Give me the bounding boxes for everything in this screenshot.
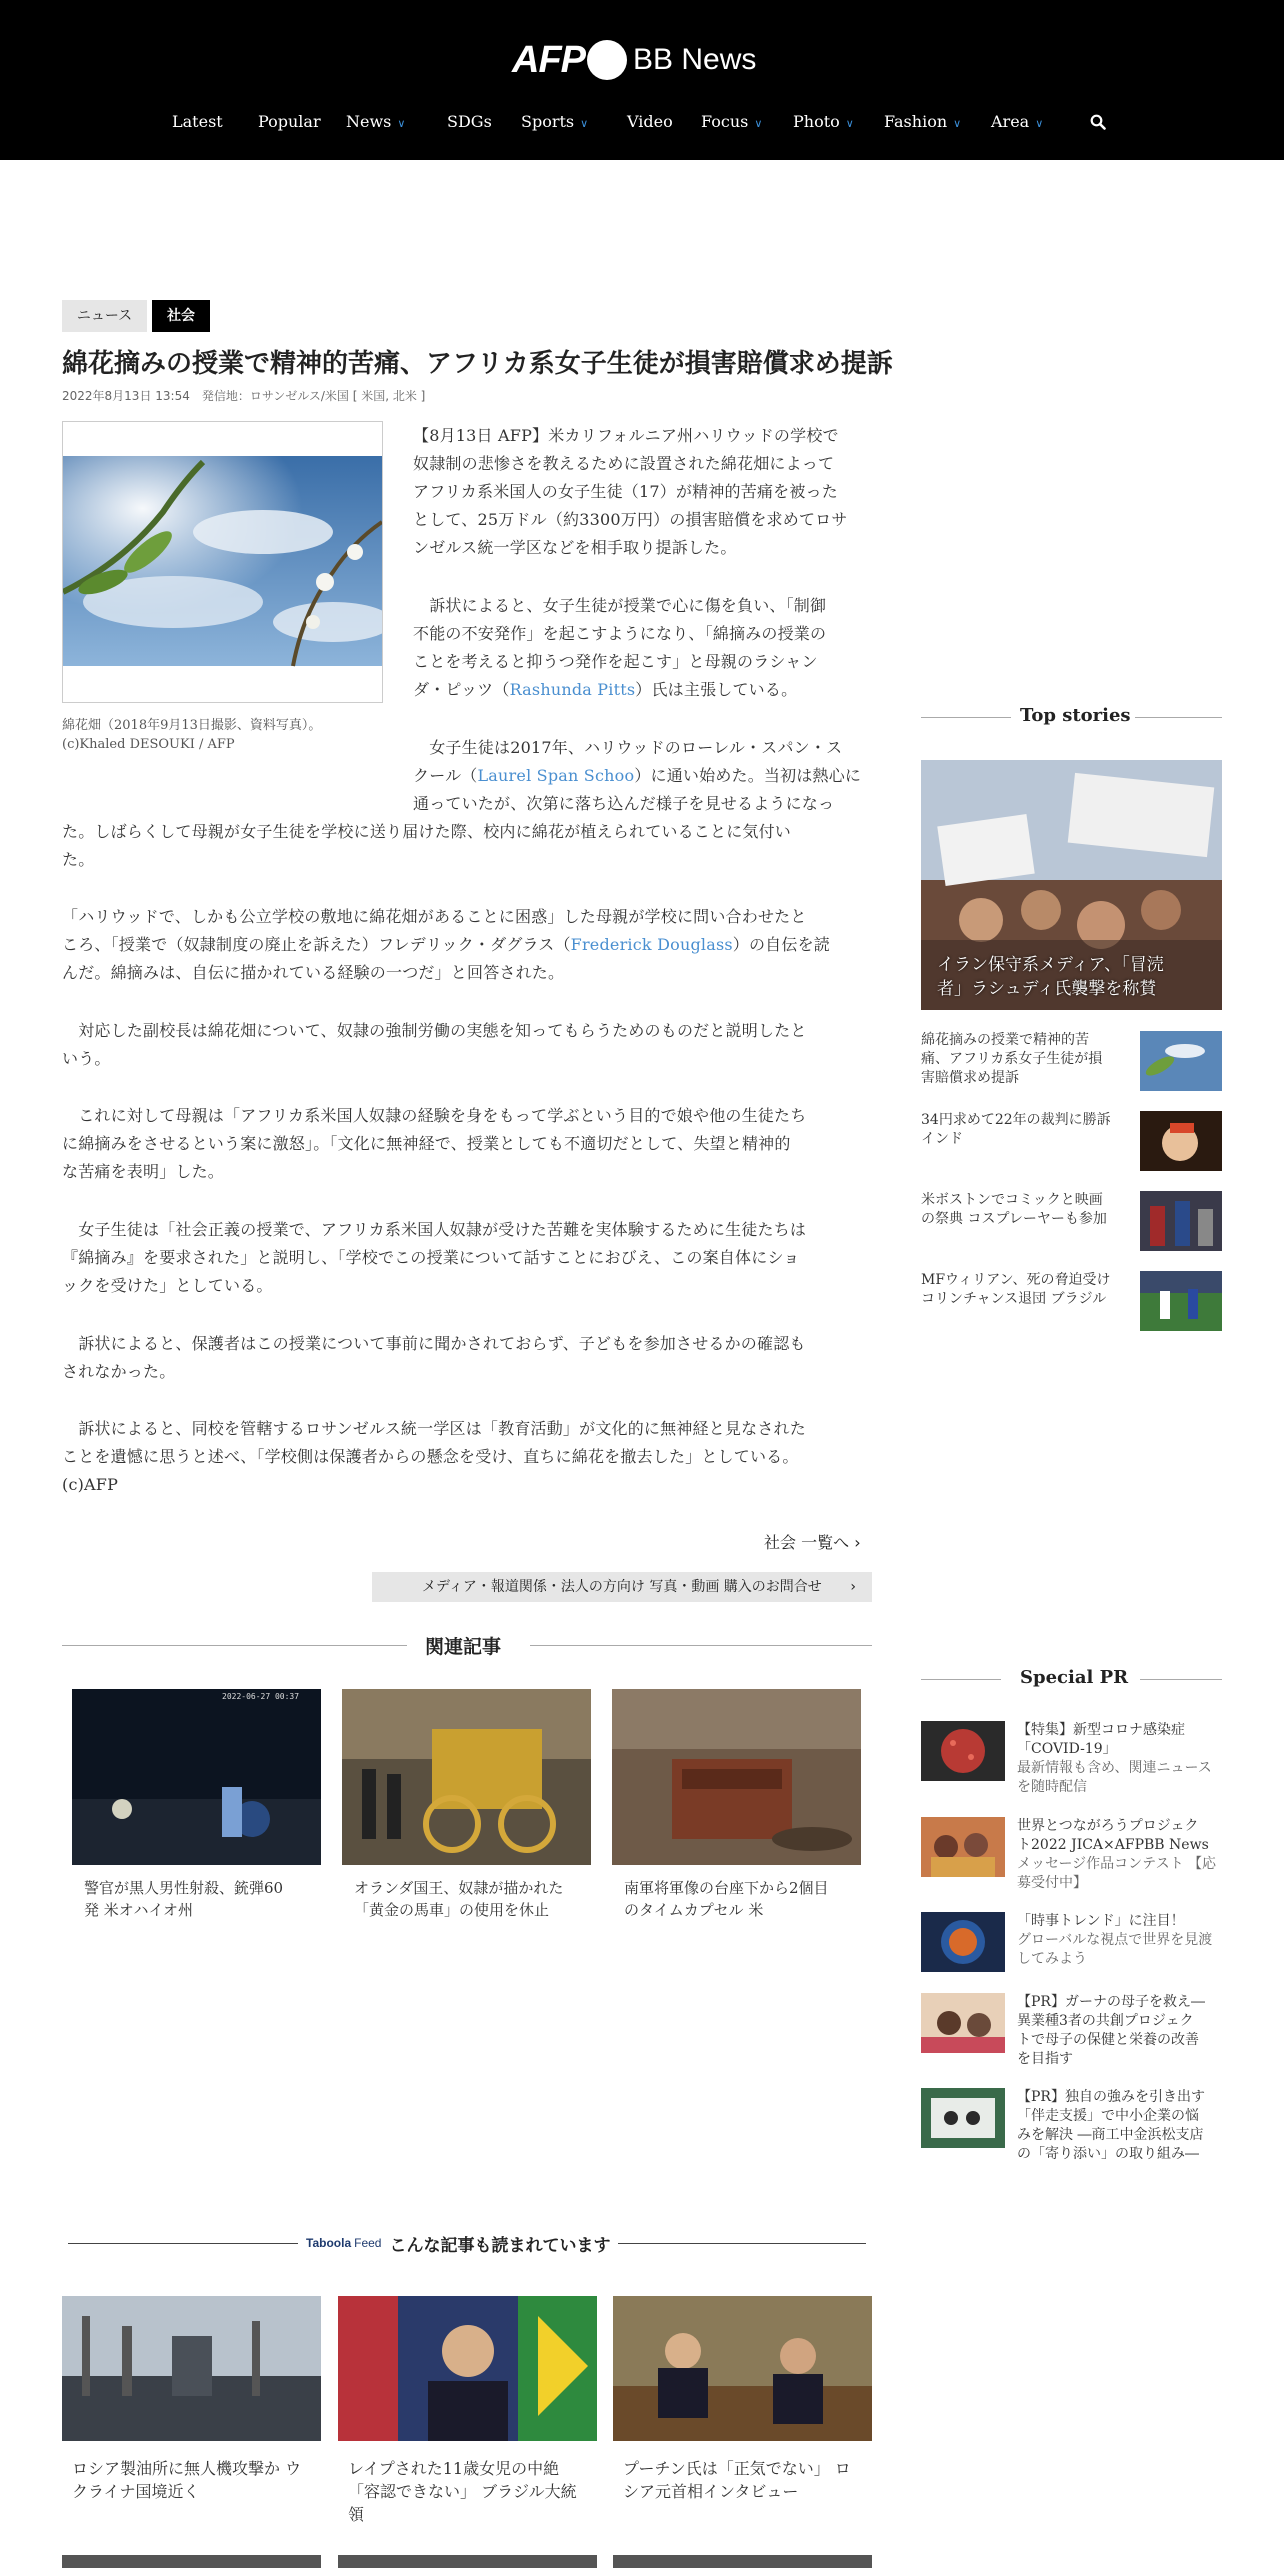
title-line: みを解決 ―商工中金浜松支店 [1017,2127,1204,2143]
pr-item-text [1017,1993,1222,2069]
top-story-item[interactable] [921,1191,1222,1253]
related-item-title [612,1877,861,1921]
recommended-item[interactable] [613,2296,872,2503]
nav-video[interactable] [627,112,673,131]
title-line: クライナ国境近く [72,2482,200,2501]
text-line: 不能の不安発作」を起こすようになり、「綿摘みの授業の [413,624,827,643]
category-link-label: 社会 一覧へ [764,1533,850,1552]
top-story-thumbnail [1140,1271,1222,1331]
title-line: 「時事トレンド」に注目！ [1017,1913,1185,1929]
text-span: ）の自伝を読 [732,935,830,954]
related-thumbnail [342,1689,591,1865]
top-story-caption[interactable] [937,953,1187,1001]
nav-area[interactable] [991,112,1043,131]
text-line: これに対して母親は「アフリカ系米国人奴隷の経験を身をもって学ぶという目的で娘や他の生徒たち [62,1106,807,1125]
title-line: インド [921,1131,963,1147]
title-line: 世界とつながろうプロジェク [1017,1818,1199,1834]
top-story-thumbnail [1140,1191,1222,1251]
purchase-inquiry-label: メディア・報道関係・法人の方向け 写真・動画 購入のお問合せ [422,1579,822,1595]
title-line: 「COVID-19」 [1017,1741,1117,1757]
recommended-item-title [613,2457,872,2503]
related-item[interactable] [612,1689,861,1921]
chevron-right-icon: › [850,1579,856,1595]
nav-label: Latest [172,112,223,131]
text-line: ことを考えると抑うつ発作を起こす」と母親のラシャン [413,652,818,671]
nav-sports[interactable] [521,112,588,131]
title-line: 【PR】独自の強みを引き出す [1017,2089,1205,2105]
title-line: を目指す [1017,2051,1073,2067]
recommended-thumbnail-partial[interactable] [62,2555,321,2568]
text-span: クール（ [413,766,478,785]
article-paragraph [413,422,873,562]
text-line [413,676,873,704]
chevron-down-icon: ∨ [845,117,854,130]
title-line: プーチン氏は「正気でない」 ロ [623,2459,851,2478]
caption-line: 者」ラシュディ氏襲撃を称賛 [937,979,1157,999]
logo-afp-text: AFP [512,38,585,81]
text-line: 通っていたが、次第に落ち込んだ様子を見せるようになっ [413,794,835,813]
nav-photo[interactable] [793,112,854,131]
site-header [0,0,1284,160]
text-line: 「ハリウッドで、しかも公立学校の敷地に綿花畑があることに困惑」した母親が学校に問い合わせたと [62,907,807,926]
nav-label: Video [627,112,673,131]
chevron-down-icon: ∨ [754,117,763,130]
title-line: 南軍将軍像の台座下から2個目 [624,1879,829,1897]
photo-caption-line: 綿花畑（2018年9月13日撮影、資料写真）。 [62,718,322,733]
caption-line: イラン保守系メディア、「冒涜 [937,955,1164,975]
title-line: 発 米オハイオ州 [84,1901,194,1919]
title-line: ロシア製油所に無人機攻撃か ウ [72,2459,302,2478]
chevron-down-icon: ∨ [397,117,406,130]
recommended-thumbnail [338,2296,597,2441]
nav-label: Focus [701,112,749,131]
text-line: 訴状によると、女子生徒が授業で心に傷を負い、「制御 [413,596,827,615]
article-paragraph [413,592,873,704]
douglass-link[interactable]: Frederick Douglass [570,935,733,954]
title-line: のタイムカプセル 米 [624,1901,764,1919]
desc-line: してみよう [1017,1951,1087,1967]
title-line: 米ボストンでコミックと映画 [921,1192,1103,1208]
text-line: 女子生徒は2017年、ハリウッドのローレル・スパン・ス [413,738,843,757]
recommended-item-title [338,2457,597,2526]
title-line: 「伴走支援」で中小企業の悩 [1017,2108,1199,2124]
title-line: 「容認できない」 ブラジル大統 [348,2482,577,2501]
text-line: んだ。綿摘みは、自伝に描かれている経験の一つだ」と回答された。 [62,963,565,982]
text-line [62,931,882,959]
top-story-item-title [921,1111,1129,1149]
divider [1140,1679,1222,1680]
text-line: として、25万ドル（約3300万円）の損害賠償を求めてロサ [413,510,848,529]
title-line: の「寄り添い」の取り組み― [1017,2146,1199,2162]
title-line: オランダ国王、奴隷が描かれた [354,1879,564,1897]
site-logo[interactable] [512,36,756,84]
title-line: 【PR】ガーナの母子を救え― [1017,1994,1205,2010]
special-pr-title: Special PR [1020,1667,1129,1688]
article-paragraph [62,1017,882,1073]
pr-thumbnail [921,1721,1005,1781]
pr-thumbnail [921,1912,1005,1972]
text-line: た。 [62,850,95,869]
nav-focus[interactable] [701,112,762,131]
nav-label: Fashion [884,112,948,131]
top-story-item[interactable] [921,1111,1222,1173]
pr-thumbnail [921,2088,1005,2148]
tag-news[interactable]: ニュース [62,300,147,332]
nav-label: Sports [521,112,575,131]
text-line: されなかった。 [62,1362,176,1381]
title-line: レイプされた11歳女児の中絶 [348,2459,560,2478]
nav-label: Area [991,112,1030,131]
related-thumbnail [72,1689,321,1865]
title-line: MFウィリアン、死の脅迫受け [921,1272,1111,1288]
divider [921,717,1011,718]
desc-line: を随時配信 [1017,1779,1087,1795]
title-line: 「黄金の馬車」の使用を休止 [354,1901,550,1919]
title-line: トで母子の保健と栄養の改善 [1017,2032,1199,2048]
search-icon[interactable] [1090,114,1106,130]
related-title: 関連記事 [425,1636,502,1658]
text-line: ックを受けた」としている。 [62,1276,273,1295]
title-line: 異業種3者の共創プロジェク [1017,2013,1194,2029]
text-line: 女子生徒は「社会正義の授業で、アフリカ系米国人奴隷が受けた苦難を実体験するために生徒たちは [62,1220,807,1239]
pr-item-text [1017,1817,1222,1893]
related-item[interactable] [342,1689,591,1921]
pr-thumbnail [921,1993,1005,2053]
top-story-item[interactable] [921,1031,1222,1093]
text-line: な苦痛を表明」した。 [62,1162,225,1181]
desc-line: メッセージ作品コンテスト 【応 [1017,1856,1217,1872]
title-line: ト2022 JICA×AFPBB News [1017,1837,1209,1853]
divider [62,1645,407,1646]
text-line: 対応した副校長は綿花畑について、奴隷の強制労働の実態を知ってもらうためのものだと説明したと [62,1021,807,1040]
top-story-item-title [921,1191,1129,1229]
title-line: 【特集】新型コロナ感染症 [1017,1722,1185,1738]
top-story-item-title [921,1031,1129,1088]
related-item-title [342,1877,591,1921]
nav-label: SDGs [447,112,492,131]
article-meta: 2022年8月13日 13:54 発信地：ロサンゼルス/米国 [ 米国, 北米 ] [62,389,426,403]
text-span: ダ・ピッツ（ [413,680,510,699]
article-paragraph [62,1330,882,1386]
nav-label: Popular [258,112,321,131]
nav-label: Photo [793,112,840,131]
article-title: 綿花摘みの授業で精神的苦痛、アフリカ系女子生徒が損害賠償求め提訴 [62,349,893,379]
desc-line: 募受付中】 [1017,1875,1087,1891]
top-stories-title: Top stories [1020,705,1131,726]
chevron-down-icon: ∨ [580,117,589,130]
article-paragraph [62,903,882,987]
title-line: コリンチャンス退団 ブラジル [921,1291,1107,1307]
nav-latest[interactable] [172,112,223,131]
logo-circle [587,40,627,80]
text-span: ころ、「授業で（奴隷制度の廃止を訴えた）フレデリック・ダグラス（ [62,935,571,954]
nav-sdgs[interactable] [447,112,492,131]
pr-item-text [1017,1912,1222,1969]
recommended-thumbnail-partial[interactable] [613,2555,872,2568]
recommended-thumbnail [62,2296,321,2441]
top-story-item[interactable] [921,1271,1222,1333]
cotton-field-photo [63,422,382,702]
related-item[interactable] [72,1689,321,1921]
article-paragraph-cont [62,818,882,874]
text-line: アフリカ系米国人の女子生徒（17）が精神的苦痛を被った [413,482,838,501]
divider [921,1679,1001,1680]
related-thumbnail [612,1689,861,1865]
taboola-logo[interactable]: Taboola [306,2236,352,2250]
text-line: ンゼルス統一学区などを相手取り提訴した。 [413,538,737,557]
nav-fashion[interactable] [884,112,961,131]
chevron-down-icon: ∨ [1035,117,1044,130]
taboola-feed-label: Feed [354,2236,382,2250]
pr-thumbnail [921,1817,1005,1877]
photo-caption [62,716,382,754]
article-paragraph [413,734,873,818]
related-item-title [72,1877,321,1921]
text-line: いう。 [62,1049,111,1068]
title-line: 綿花摘みの授業で精神的苦 [921,1032,1089,1048]
text-line: た。しばらくして母親が女子生徒を学校に送り届けた際、校内に綿花が植えられていることに気付い [62,822,792,841]
text-line [413,762,873,790]
nav-popular[interactable] [258,112,321,131]
text-line: ことを遺憾に思うと述べ、「学校側は保護者からの懸念を受け、直ちに綿花を撤去した」としている。 [62,1447,799,1466]
recommended-item-title [62,2457,321,2503]
pr-item-text [1017,2088,1222,2164]
desc-line: グローバルな視点で世界を見渡 [1017,1932,1213,1948]
pr-item-text [1017,1721,1222,1797]
desc-line: 最新情報も含め、関連ニュース [1017,1760,1212,1776]
article-paragraph [62,1102,882,1186]
nav-news[interactable] [346,112,405,131]
logo-bbnews-text: BB News [633,43,757,76]
purchase-inquiry-button[interactable] [372,1572,872,1602]
recommended-thumbnail [613,2296,872,2441]
text-line: 奴隷制の悲惨さを教えるために設置された綿花畑によって [413,454,835,473]
text-span: ）に通い始めた。当初は熱心に [634,766,862,785]
text-line: に綿摘みをさせるという案に激怒」。「文化に無神経で、授業としても不適切だとして、失望と精神的 [62,1134,791,1153]
article-paragraph [62,1415,882,1499]
person-link[interactable]: Rashunda Pitts [509,680,636,699]
photo-credit: (c)Khaled DESOUKI / AFP [62,737,235,752]
divider [530,1645,872,1646]
category-list-link[interactable] [764,1530,861,1553]
chevron-right-icon: › [854,1533,861,1552]
tag-society[interactable]: 社会 [152,300,210,332]
credit-line: (c)AFP [62,1475,119,1494]
recommended-item[interactable] [62,2296,321,2503]
title-line: 領 [348,2505,365,2524]
taboola-title: こんな記事も読まれています [389,2235,611,2256]
text-line: 訴状によると、保護者はこの授業について事前に聞かされておらず、子どもを参加させるかの確認も [62,1334,806,1353]
top-story-item-title [921,1271,1129,1309]
school-link[interactable]: Laurel Span Schoo [477,766,635,785]
text-line: 『綿摘み』を要求された」と説明し、「学校でこの授業について話すことにおびえ、この案自体にショ [62,1248,800,1267]
title-line: 痛、アフリカ系女子生徒が損 [921,1051,1103,1067]
taboola-feed-header [298,2230,618,2256]
text-line: 訴状によると、同校を管轄するロサンゼルス統一学区は「教育活動」が文化的に無神経と見なされた [62,1419,806,1438]
recommended-thumbnail-partial[interactable] [338,2555,597,2568]
article-photo[interactable] [62,421,383,703]
top-story-thumbnail [1140,1031,1222,1091]
nav-label: News [346,112,392,131]
top-story-thumbnail [1140,1111,1222,1171]
recommended-item[interactable] [338,2296,597,2526]
title-line: シア元首相インタビュー [623,2482,799,2501]
title-line: 害賠償求め提訴 [921,1070,1019,1086]
title-line: 34円求めて22年の裁判に勝訴 [921,1112,1111,1128]
title-line: の祭典 コスプレーヤーも参加 [921,1211,1107,1227]
chevron-down-icon: ∨ [953,117,962,130]
text-span: ）氏は主張している。 [635,680,798,699]
bodycam-stamp: 2022-06-27 00:37 [222,1692,300,1701]
divider [1135,717,1222,718]
title-line: 警官が黒人男性射殺、銃弾60 [84,1879,284,1897]
text-line: 【8月13日 AFP】米カリフォルニア州ハリウッドの学校で [413,426,839,445]
article-paragraph [62,1216,882,1300]
